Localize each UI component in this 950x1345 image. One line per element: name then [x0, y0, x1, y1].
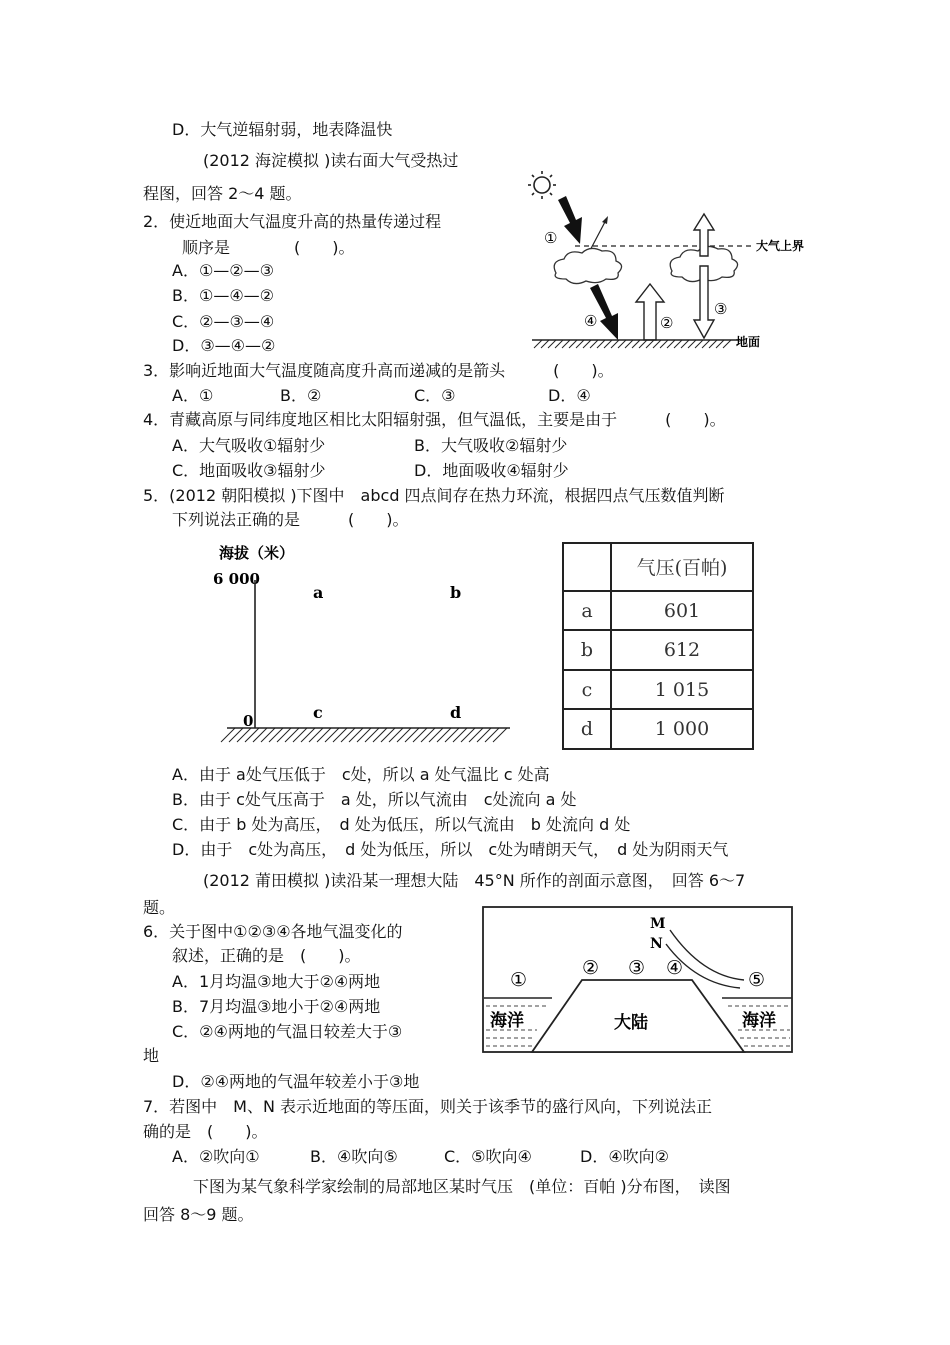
table-row [563, 670, 753, 710]
hatch-mark [237, 728, 251, 742]
hatch-mark [437, 728, 451, 742]
intro-q8-9-line2: 回答 8～9 题。 [143, 1205, 254, 1224]
hatch-mark [611, 340, 619, 348]
table-cell-value: 1 015 [611, 670, 753, 710]
continent-profile-diagram [482, 906, 794, 1054]
hatch-mark [493, 728, 507, 742]
label-upper-atmosphere: 大气上界 [756, 239, 805, 253]
q6-option-c: C．②④两地的气温日较差大于③ [172, 1022, 403, 1041]
intro-q2-4-line1: (2012 海淀模拟 )读右面大气受热过 [203, 151, 459, 170]
q2-stem-line2: 顺序是 ( )。 [182, 238, 355, 257]
hatch-mark [618, 340, 626, 348]
hatch-mark [341, 728, 355, 742]
label-point-5: ⑤ [748, 969, 766, 991]
hatch-mark [485, 728, 499, 742]
hatch-mark [569, 340, 577, 348]
label-ocean-left: 海洋 [490, 1011, 524, 1031]
hatch-mark [333, 728, 347, 742]
q7-stem-line2: 确的是 ( )。 [143, 1122, 268, 1141]
label-arrow-1: ① [544, 229, 558, 247]
q6-option-c-cont: 地 [143, 1046, 160, 1065]
q4-option-c: C．地面吸收③辐射少 [172, 461, 326, 480]
hatch-mark [653, 340, 661, 348]
table-cell-point: d [563, 709, 611, 749]
hatch-mark [597, 340, 605, 348]
hatch-mark [325, 728, 339, 742]
hatch-mark [389, 728, 403, 742]
label-ground: 地面 [736, 335, 761, 349]
hatch-mark [429, 728, 443, 742]
intro-q8-9-line1: 下图为某气象科学家绘制的局部地区某时气压 (单位：百帕 )分布图， 读图 [193, 1177, 731, 1196]
hatch-mark [461, 728, 475, 742]
q7-stem-line1: 7．若图中 M、N 表示近地面的等压面，则关于该季节的盛行风向，下列说法正 [143, 1097, 713, 1116]
hatch-mark [562, 340, 570, 348]
hatch-mark [639, 340, 647, 348]
label-point-1: ① [510, 969, 528, 991]
hatch-mark [604, 340, 612, 348]
hatch-mark [541, 340, 549, 348]
label-point-2: ② [582, 957, 600, 979]
q3-stem: 3．影响近地面大气温度随高度升高而递减的是箭头 ( )。 [143, 361, 614, 380]
hatch-mark [555, 340, 563, 348]
hatch-mark [674, 340, 682, 348]
q5-option-d: D．由于 c处为高压， d 处为低压，所以 c处为晴朗天气， d 处为阴雨天气 [172, 840, 729, 859]
q2-option-b: B．①—④—② [172, 286, 275, 305]
q5-stem-line2: 下列说法正确的是 ( )。 [172, 510, 409, 529]
q3-option-a: A．① [172, 386, 214, 405]
hatch-mark [229, 728, 243, 742]
hatch-mark [317, 728, 331, 742]
hatch-mark [660, 340, 668, 348]
q4-option-a: A．大气吸收①辐射少 [172, 436, 326, 455]
q5-option-a: A．由于 a处气压低于 c处，所以 a 处气温比 c 处高 [172, 765, 550, 784]
hatch-mark [405, 728, 419, 742]
table-cell-point: b [563, 630, 611, 670]
hatch-mark [709, 340, 717, 348]
q3-option-d: D．④ [548, 386, 591, 405]
q2-option-d: D．③—④—② [172, 336, 276, 355]
label-m: M [650, 916, 666, 932]
q2-stem-line1: 2．使近地面大气温度升高的热量传递过程 [143, 212, 442, 231]
hatch-mark [421, 728, 435, 742]
arrow-1-solar-radiation [558, 196, 582, 244]
q5-option-b: B．由于 c处气压高于 a 处，所以气流由 c处流向 a 处 [172, 790, 577, 809]
q6-stem-line1: 6．关于图中①②③④各地气温变化的 [143, 922, 403, 941]
hatch-mark [716, 340, 724, 348]
q3-option-c: C．③ [414, 386, 456, 405]
hatch-mark [221, 728, 235, 742]
q1-option-d: D．大气逆辐射弱，地表降温快 [172, 120, 393, 139]
table-cell-point: c [563, 670, 611, 710]
table-row [563, 591, 753, 631]
label-ocean-right: 海洋 [742, 1011, 776, 1031]
hatch-mark [397, 728, 411, 742]
hatch-mark [277, 728, 291, 742]
label-n: N [650, 936, 663, 952]
y-axis-zero: 0 [243, 712, 254, 730]
hatch-mark [349, 728, 363, 742]
ground-hatching-2 [221, 728, 507, 742]
q4-option-d: D．地面吸收④辐射少 [414, 461, 569, 480]
point-c: c [313, 703, 323, 722]
q3-option-b: B．② [280, 386, 322, 405]
intro-q6-7-line2: 题。 [143, 898, 176, 917]
hatch-mark [477, 728, 491, 742]
q4-option-b: B．大气吸收②辐射少 [414, 436, 568, 455]
table-cell-value: 612 [611, 630, 753, 670]
hatch-mark [534, 340, 542, 348]
hatch-mark [695, 340, 703, 348]
hatch-mark [253, 728, 267, 742]
hatch-mark [625, 340, 633, 348]
hatch-mark [590, 340, 598, 348]
q6-stem-line2: 叙述，正确的是 ( )。 [172, 946, 361, 965]
q7-option-d: D．④吹向② [580, 1147, 670, 1166]
label-continent: 大陆 [614, 1013, 648, 1033]
altitude-diagram [205, 540, 525, 752]
label-arrow-2: ② [660, 314, 674, 332]
point-d: d [450, 703, 462, 722]
hatch-mark [646, 340, 654, 348]
q7-option-c: C．⑤吹向④ [444, 1147, 532, 1166]
hatch-mark [583, 340, 591, 348]
hatch-mark [576, 340, 584, 348]
hatch-mark [413, 728, 427, 742]
point-a: a [313, 583, 324, 602]
y-axis-label: 海拔（米） [219, 544, 295, 562]
q4-stem: 4．青藏高原与同纬度地区相比太阳辐射强，但气温低，主要是由于 ( )。 [143, 410, 726, 429]
hatch-mark [309, 728, 323, 742]
y-axis-top-tick: 6 000 [213, 570, 260, 588]
hatch-mark [723, 340, 731, 348]
hatch-mark [681, 340, 689, 348]
hatch-mark [285, 728, 299, 742]
hatch-mark [632, 340, 640, 348]
pressure-table [562, 542, 754, 750]
hatch-mark [365, 728, 379, 742]
hatch-mark [373, 728, 387, 742]
label-arrow-3: ③ [714, 300, 728, 318]
label-point-3: ③ [628, 957, 646, 979]
hatch-mark [548, 340, 556, 348]
hatch-mark [357, 728, 371, 742]
hatch-mark [269, 728, 283, 742]
cloud-left [554, 248, 621, 283]
q2-option-a: A．①—②—③ [172, 261, 274, 280]
q6-option-d: D．②④两地的气温年较差小于③地 [172, 1072, 420, 1091]
hatch-mark [381, 728, 395, 742]
ground-hatching [534, 340, 731, 348]
table-header-blank [563, 543, 611, 591]
hatch-mark [261, 728, 275, 742]
hatch-mark [688, 340, 696, 348]
table-cell-point: a [563, 591, 611, 631]
table-row [563, 630, 753, 670]
q6-option-a: A．1月均温③地大于②④两地 [172, 972, 381, 991]
label-arrow-4: ④ [584, 312, 598, 330]
intro-q2-4-line2: 程图，回答 2～4 题。 [143, 184, 302, 203]
atmosphere-heating-diagram [520, 168, 820, 354]
point-b: b [450, 583, 462, 602]
q7-option-b: B．④吹向⑤ [310, 1147, 398, 1166]
table-header-row [563, 543, 753, 591]
hatch-mark [445, 728, 459, 742]
q2-option-c: C．②—③—④ [172, 312, 275, 331]
table-header-pressure: 气压(百帕) [611, 543, 753, 591]
sun-icon [528, 171, 556, 199]
q7-option-a: A．②吹向① [172, 1147, 260, 1166]
hatch-mark [453, 728, 467, 742]
hatch-mark [469, 728, 483, 742]
table-cell-value: 601 [611, 591, 753, 631]
label-point-4: ④ [666, 957, 684, 979]
q6-option-b: B．7月均温③地小于②④两地 [172, 997, 381, 1016]
table-cell-value: 1 000 [611, 709, 753, 749]
q5-stem-line1: 5．(2012 朝阳模拟 )下图中 abcd 四点间存在热力环流，根据四点气压数值判断 [143, 486, 725, 505]
hatch-mark [293, 728, 307, 742]
table-row [563, 709, 753, 749]
hatch-mark [702, 340, 710, 348]
hatch-mark [301, 728, 315, 742]
q5-option-c: C．由于 b 处为高压， d 处为低压，所以气流由 b 处流向 d 处 [172, 815, 631, 834]
hatch-mark [245, 728, 259, 742]
intro-q6-7-line1: (2012 莆田模拟 )读沿某一理想大陆 45°N 所作的剖面示意图， 回答 6～7 [203, 871, 746, 890]
hatch-mark [667, 340, 675, 348]
